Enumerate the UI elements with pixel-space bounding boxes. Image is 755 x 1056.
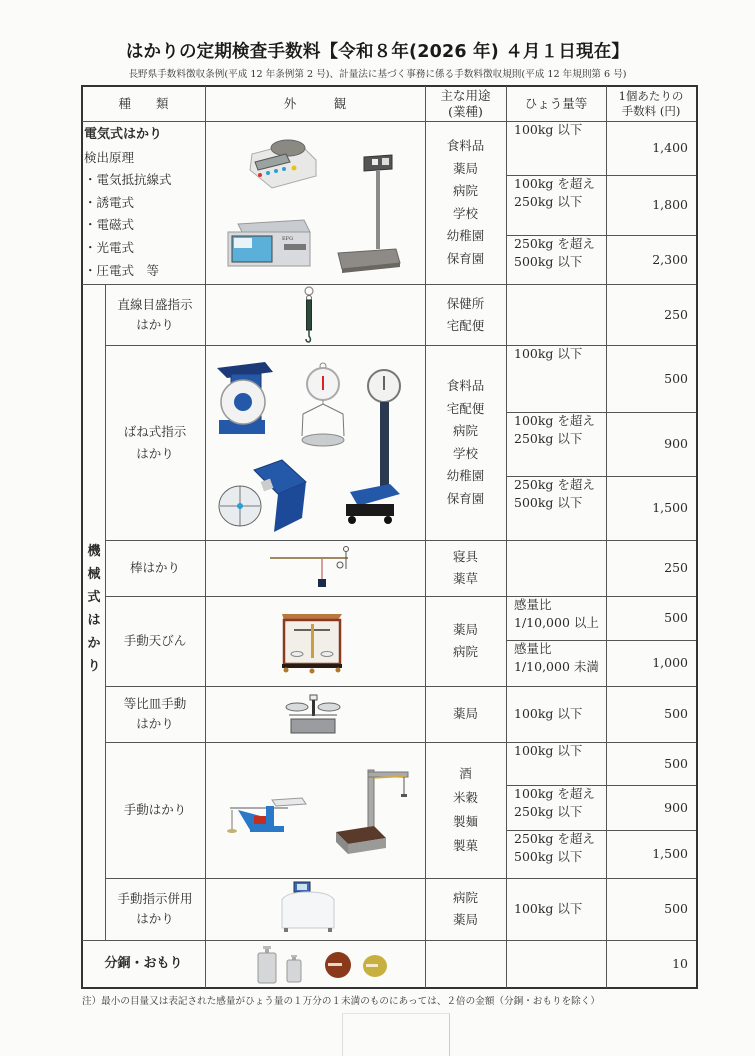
manual-balance-uses (425, 596, 506, 686)
use-item: 薬局 (452, 912, 478, 927)
header-fee-line2: 手数料 (円) (621, 103, 681, 118)
type-name-line: 直線目盛指示 (117, 296, 193, 312)
group-label-char: り (87, 659, 101, 674)
capacity-text: 500kg 以下 (514, 254, 583, 269)
principle-item: ・光電式 (84, 239, 135, 255)
fee-cell: 500 (664, 370, 688, 386)
capacity-cell (506, 345, 606, 412)
fee-cell: 1,500 (652, 846, 688, 862)
use-item: 薬局 (452, 160, 478, 176)
dial-kitchen-scale-image (215, 360, 273, 436)
use-item: 米穀 (452, 790, 478, 805)
capacity-cell (506, 235, 606, 284)
use-item: 病院 (452, 644, 478, 659)
fee-cell: 250 (664, 560, 688, 576)
header-capacity: ひょう量等 (524, 95, 588, 111)
use-item: 薬局 (452, 622, 478, 637)
capacity-cell (506, 830, 606, 878)
capacity-text: 250kg を超え (514, 831, 595, 846)
capacity-text: 感量比 (514, 597, 552, 612)
page-title: はかりの定期検査手数料【令和８年(2026 年) ４月１日現在】 (125, 42, 630, 62)
equal-arm-balance-image (285, 695, 341, 737)
group-label-char: は (87, 613, 101, 628)
principle-item: ・電磁式 (84, 217, 135, 233)
fee-cell: 250 (664, 306, 688, 322)
use-item: 病院 (452, 423, 478, 438)
capacity-cell (506, 175, 606, 235)
capacity-cell (506, 742, 606, 785)
fee-cell: 1,800 (652, 197, 688, 213)
mechanical-scale-group-label (84, 540, 104, 690)
digital-price-scale-image (224, 218, 314, 268)
spring-scale-uses (425, 345, 506, 540)
use-item: 寝具 (452, 549, 478, 564)
header-main-use-line2: (業種) (448, 103, 483, 119)
principle-item: ・圧電式 等 (84, 262, 160, 278)
type-name-line: 等比皿手動 (123, 696, 187, 711)
capacity-cell: 100kg 以下 (514, 901, 583, 917)
use-item: 製麺 (452, 814, 478, 829)
hanging-dial-scale-image (298, 362, 348, 454)
use-item: 病院 (452, 183, 478, 198)
dial-platform-scale-image (218, 458, 308, 534)
use-item: 宅配便 (446, 400, 485, 416)
platform-scale-indicator-image (334, 151, 402, 275)
type-manual-balance: 手動天びん (123, 633, 187, 649)
type-name-line: はかり (136, 716, 174, 731)
capacity-text: 250kg を超え (514, 236, 595, 251)
use-item: 病院 (452, 890, 478, 905)
capacity-text: 感量比 (514, 641, 552, 656)
steelyard-image (270, 545, 352, 591)
combined-scale-uses (425, 878, 506, 940)
fee-cell: 1,400 (652, 140, 688, 156)
group-label-char: 式 (87, 590, 101, 605)
svg-text:EFG: EFG (282, 236, 294, 242)
use-item: 保育園 (446, 250, 485, 266)
use-item: 薬草 (452, 571, 478, 586)
type-equal-arm-scale (105, 686, 205, 742)
capacity-text: 100kg を超え (514, 413, 595, 428)
capacity-cell (506, 785, 606, 830)
header-main-use (425, 86, 506, 121)
col-divider (205, 86, 206, 988)
electric-scale-name: 電気式はかり (84, 127, 163, 142)
electric-scale-type (84, 124, 204, 282)
use-item: 幼稚園 (446, 468, 485, 483)
detection-principle-label: 検出原理 (84, 149, 135, 165)
use-item: 保育園 (446, 490, 485, 506)
type-name-line: ばね式指示 (123, 423, 187, 439)
scan-artifact (342, 1013, 450, 1056)
use-item: 保健所 (446, 295, 485, 311)
use-item: 食料品 (446, 138, 485, 153)
use-item: 学校 (452, 205, 478, 221)
type-name-line: 手動指示併用 (117, 891, 193, 906)
type-manual-indicator-combined-scale (105, 878, 205, 940)
cylindrical-weights-image (256, 946, 306, 984)
linear-scale-uses (425, 284, 506, 345)
type-linear-scale-indicator (105, 284, 205, 345)
steelyard-uses (425, 540, 506, 596)
principle-item: ・電気抵抗線式 (84, 172, 172, 188)
type-name-line: はかり (136, 445, 174, 461)
equal-arm-uses: 薬局 (452, 706, 478, 722)
fee-cell: 500 (664, 901, 688, 917)
use-item: 宅配便 (446, 317, 485, 333)
fee-cell: 1,500 (652, 500, 688, 516)
header-appearance: 外 観 (283, 95, 347, 111)
capacity-cell (506, 121, 606, 175)
capacity-cell (506, 640, 606, 686)
type-name-line: はかり (136, 316, 174, 332)
fee-cell: 2,300 (652, 251, 688, 267)
group-label-char: 械 (87, 567, 101, 582)
type-weights: 分銅・おもり (104, 955, 183, 971)
type-name-line: はかり (136, 911, 174, 926)
capacity-text: 250kg 以下 (514, 194, 583, 209)
capacity-text: 100kg 以下 (514, 122, 583, 137)
capacity-text: 500kg 以下 (514, 495, 583, 510)
column-dial-scale-image (344, 364, 402, 530)
capacity-text: 500kg 以下 (514, 849, 583, 864)
capacity-text: 1/10,000 以上 (514, 615, 599, 630)
capacity-cell (506, 412, 606, 476)
group-label-char: 機 (87, 544, 101, 559)
fee-cell: 10 (672, 956, 688, 972)
capacity-text: 250kg を超え (514, 477, 595, 492)
capacity-text: 1/10,000 未満 (514, 659, 599, 674)
use-item: 食料品 (446, 378, 485, 393)
footnote: 注）最小の目量又は表記された感量がひょう量の１万分の１未満のものにあっては、２倍の金額（分銅・おもりを除く） (82, 996, 600, 1007)
header-main-use-line1: 主な用途 (440, 87, 491, 103)
fee-cell: 1,000 (652, 655, 688, 671)
capacity-text: 100kg を超え (514, 176, 595, 191)
type-spring-indicator-scale (105, 345, 205, 540)
capacity-text: 250kg 以下 (514, 804, 583, 819)
beam-counter-scale-image (228, 798, 308, 838)
type-steelyard: 棒はかり (129, 560, 180, 576)
fee-cell: 500 (664, 755, 688, 771)
electric-uses (425, 121, 506, 284)
header-type: 種 類 (118, 95, 169, 111)
capacity-text: 100kg 以下 (514, 346, 583, 361)
fee-cell: 500 (664, 610, 688, 626)
digital-balance-image (246, 132, 318, 190)
use-item: 幼稚園 (446, 228, 485, 243)
table-border-right (696, 85, 698, 989)
use-item: 酒 (459, 766, 472, 781)
capacity-text: 250kg 以下 (514, 431, 583, 446)
capacity-cell (506, 476, 606, 540)
use-item: 学校 (452, 445, 478, 461)
beam-platform-scale-image (332, 768, 412, 858)
header-fee (606, 86, 696, 121)
combined-indicator-scale-image (280, 882, 336, 936)
fee-cell: 900 (664, 799, 688, 815)
legal-basis-subtitle: 長野県手数料徴収条例(平成 12 年条例第 2 号)、計量法に基づく事務に係る手数料徴収規則(平成 12 年規則第 6 号) (128, 69, 627, 80)
manual-scale-uses (425, 742, 506, 878)
group-label-char: か (87, 636, 101, 651)
header-fee-line1: 1個あたりの (618, 88, 684, 103)
capacity-cell (506, 596, 606, 640)
fee-cell: 500 (664, 706, 688, 722)
slotted-weights-image (324, 950, 390, 980)
type-manual-scale: 手動はかり (123, 802, 187, 818)
capacity-text: 100kg 以下 (514, 743, 583, 758)
spring-hanging-scale-image (302, 286, 316, 344)
use-item: 製菓 (452, 838, 478, 853)
analytical-balance-image (280, 610, 344, 674)
capacity-text: 100kg を超え (514, 786, 595, 801)
table-border-left (81, 85, 83, 989)
fee-cell: 900 (664, 436, 688, 452)
principle-item: ・誘電式 (84, 194, 135, 210)
capacity-cell: 100kg 以下 (514, 706, 583, 722)
